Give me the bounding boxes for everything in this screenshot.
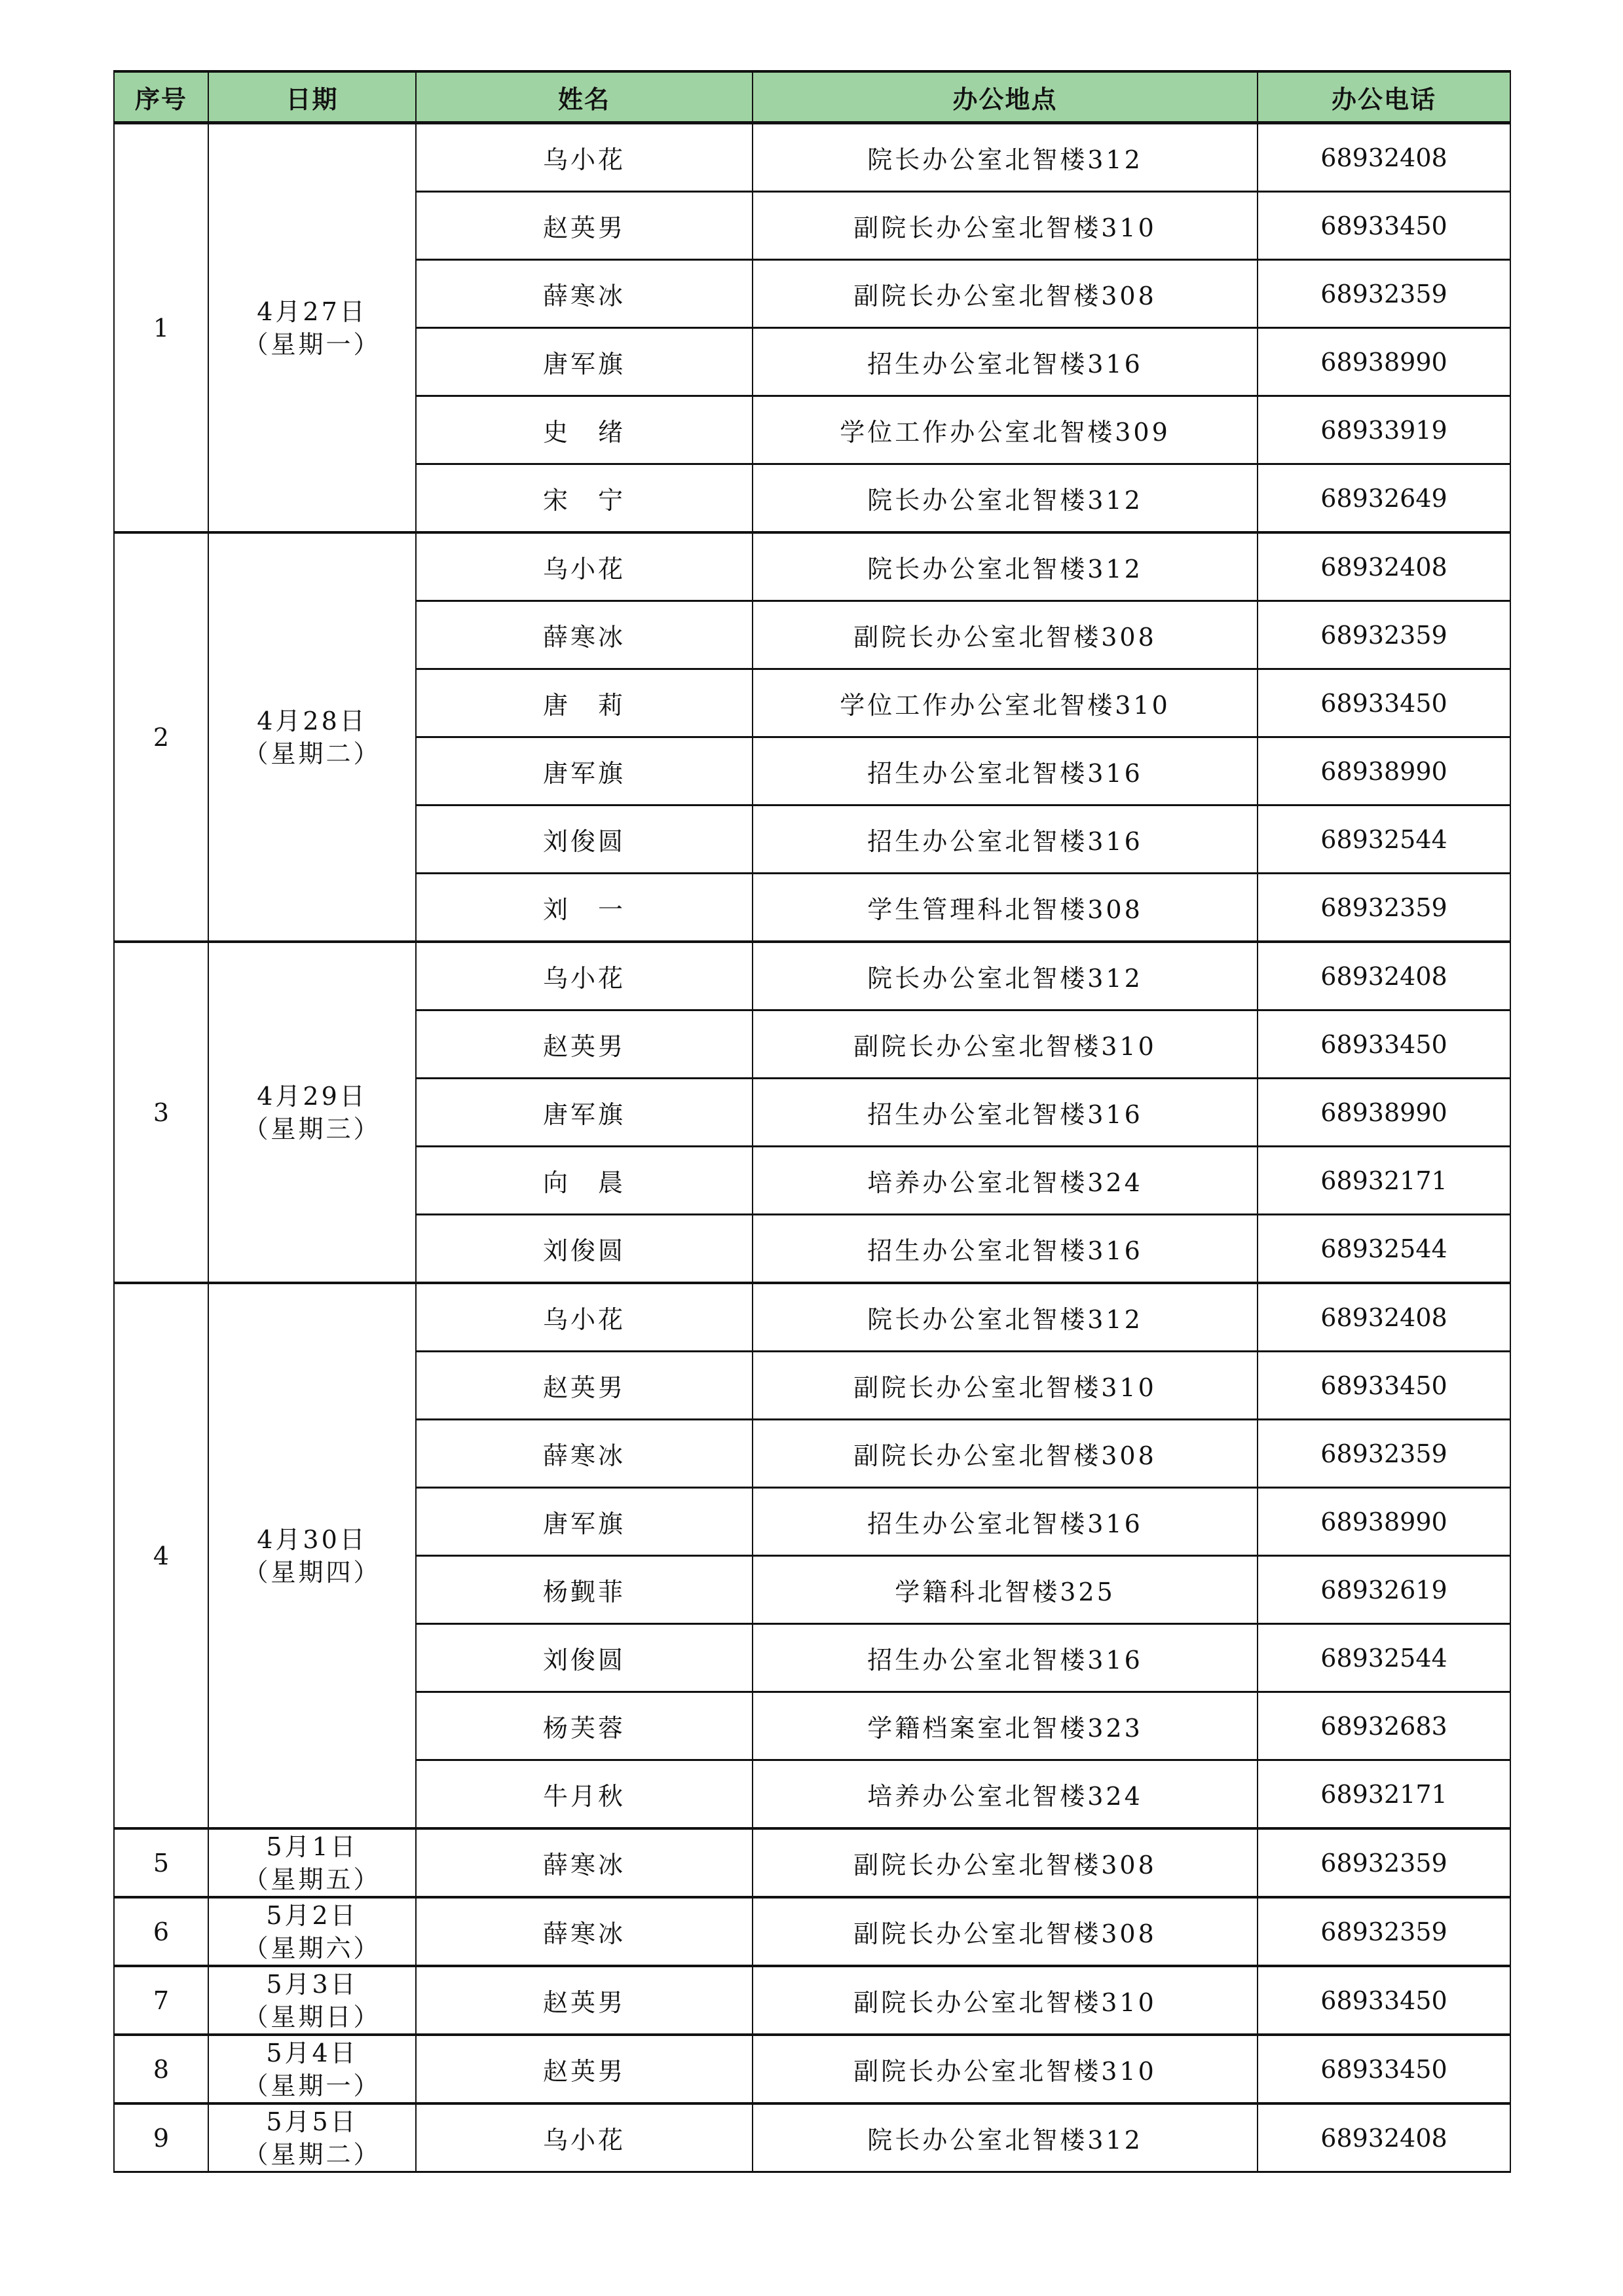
table-row xyxy=(114,2035,1510,2103)
header-no: 序号 xyxy=(114,71,208,123)
date-cell xyxy=(208,1828,416,1897)
name-cell: 薛寒冰 xyxy=(416,260,753,328)
table-row xyxy=(114,2103,1510,2172)
weekday-label: （星期五） xyxy=(243,1864,381,1894)
phone-cell: 68932359 xyxy=(1258,1420,1510,1488)
name-cell: 杨觐菲 xyxy=(416,1556,753,1624)
phone-cell: 68932544 xyxy=(1258,1215,1510,1284)
phone-cell: 68933919 xyxy=(1258,396,1510,464)
table-row xyxy=(114,1283,1510,1352)
name-cell: 刘俊圆 xyxy=(416,1215,753,1284)
location-cell: 副院长办公室北智楼310 xyxy=(753,192,1258,260)
weekday-label: （星期三） xyxy=(243,1114,381,1143)
location-cell: 招生办公室北智楼316 xyxy=(753,805,1258,874)
location-cell: 院长办公室北智楼312 xyxy=(753,464,1258,533)
row-number: 9 xyxy=(114,2103,208,2172)
phone-cell: 68932649 xyxy=(1258,464,1510,533)
location-cell: 学位工作办公室北智楼309 xyxy=(753,396,1258,464)
name-cell: 乌小花 xyxy=(416,123,753,192)
row-number: 7 xyxy=(114,1966,208,2035)
name-cell: 乌小花 xyxy=(416,1283,753,1352)
date-cell xyxy=(208,1966,416,2035)
location-cell: 学籍档案室北智楼323 xyxy=(753,1692,1258,1760)
date-label: 5月1日 xyxy=(266,1832,358,1861)
date-label: 4月30日 xyxy=(257,1525,367,1554)
phone-cell: 68933450 xyxy=(1258,669,1510,737)
name-cell: 宋 宁 xyxy=(416,464,753,533)
location-cell: 院长办公室北智楼312 xyxy=(753,532,1258,601)
phone-cell: 68932359 xyxy=(1258,260,1510,328)
date-label: 4月28日 xyxy=(257,706,367,735)
name-cell: 唐 莉 xyxy=(416,669,753,737)
row-number: 8 xyxy=(114,2035,208,2103)
phone-cell: 68932408 xyxy=(1258,2103,1510,2172)
location-cell: 招生办公室北智楼316 xyxy=(753,1215,1258,1284)
date-cell xyxy=(208,1897,416,1966)
phone-cell: 68933450 xyxy=(1258,1010,1510,1079)
location-cell: 招生办公室北智楼316 xyxy=(753,328,1258,396)
name-cell: 唐军旗 xyxy=(416,737,753,805)
weekday-label: （星期六） xyxy=(243,1933,381,1963)
table-row xyxy=(114,1828,1510,1897)
phone-cell: 68932408 xyxy=(1258,123,1510,192)
name-cell: 刘 一 xyxy=(416,874,753,942)
phone-cell: 68932171 xyxy=(1258,1147,1510,1215)
name-cell: 刘俊圆 xyxy=(416,1624,753,1692)
phone-cell: 68932683 xyxy=(1258,1692,1510,1760)
location-cell: 学生管理科北智楼308 xyxy=(753,874,1258,942)
table-row xyxy=(114,942,1510,1010)
row-number: 4 xyxy=(114,1283,208,1828)
weekday-label: （星期一） xyxy=(243,329,381,359)
phone-cell: 68933450 xyxy=(1258,1352,1510,1420)
row-number: 5 xyxy=(114,1828,208,1897)
row-number: 1 xyxy=(114,123,208,533)
phone-cell: 68938990 xyxy=(1258,737,1510,805)
location-cell: 副院长办公室北智楼308 xyxy=(753,601,1258,669)
location-cell: 培养办公室北智楼324 xyxy=(753,1760,1258,1829)
phone-cell: 68932619 xyxy=(1258,1556,1510,1624)
weekday-label: （星期二） xyxy=(243,739,381,768)
name-cell: 刘俊圆 xyxy=(416,805,753,874)
table-header xyxy=(114,71,1510,123)
phone-cell: 68932171 xyxy=(1258,1760,1510,1829)
date-label: 4月29日 xyxy=(257,1081,367,1111)
phone-cell: 68932408 xyxy=(1258,532,1510,601)
header-name: 姓名 xyxy=(416,71,753,123)
location-cell: 招生办公室北智楼316 xyxy=(753,1488,1258,1556)
location-cell: 副院长办公室北智楼308 xyxy=(753,1897,1258,1966)
header-date: 日期 xyxy=(208,71,416,123)
location-cell: 副院长办公室北智楼310 xyxy=(753,2035,1258,2103)
header-location: 办公地点 xyxy=(753,71,1258,123)
location-cell: 招生办公室北智楼316 xyxy=(753,1624,1258,1692)
location-cell: 副院长办公室北智楼308 xyxy=(753,1420,1258,1488)
weekday-label: （星期二） xyxy=(243,2139,381,2169)
date-label: 5月4日 xyxy=(266,2038,358,2067)
header-phone: 办公电话 xyxy=(1258,71,1510,123)
date-label: 5月2日 xyxy=(266,1900,358,1930)
row-number: 2 xyxy=(114,532,208,942)
location-cell: 学籍科北智楼325 xyxy=(753,1556,1258,1624)
date-label: 4月27日 xyxy=(257,297,367,326)
date-cell xyxy=(208,532,416,942)
phone-cell: 68932544 xyxy=(1258,1624,1510,1692)
table-row xyxy=(114,532,1510,601)
table-row xyxy=(114,123,1510,192)
weekday-label: （星期日） xyxy=(243,2002,381,2031)
name-cell: 薛寒冰 xyxy=(416,1420,753,1488)
header-row xyxy=(114,71,1510,123)
location-cell: 院长办公室北智楼312 xyxy=(753,942,1258,1010)
weekday-label: （星期一） xyxy=(243,2071,381,2100)
phone-cell: 68938990 xyxy=(1258,328,1510,396)
name-cell: 向 晨 xyxy=(416,1147,753,1215)
location-cell: 副院长办公室北智楼310 xyxy=(753,1010,1258,1079)
location-cell: 院长办公室北智楼312 xyxy=(753,123,1258,192)
name-cell: 赵英男 xyxy=(416,192,753,260)
location-cell: 副院长办公室北智楼308 xyxy=(753,260,1258,328)
location-cell: 院长办公室北智楼312 xyxy=(753,2103,1258,2172)
location-cell: 招生办公室北智楼316 xyxy=(753,1079,1258,1147)
row-number: 6 xyxy=(114,1897,208,1966)
name-cell: 赵英男 xyxy=(416,1966,753,2035)
phone-cell: 68932359 xyxy=(1258,601,1510,669)
date-cell xyxy=(208,2103,416,2172)
phone-cell: 68938990 xyxy=(1258,1488,1510,1556)
date-label: 5月3日 xyxy=(266,1969,358,1999)
phone-cell: 68932359 xyxy=(1258,1897,1510,1966)
location-cell: 副院长办公室北智楼310 xyxy=(753,1352,1258,1420)
phone-cell: 68932544 xyxy=(1258,805,1510,874)
location-cell: 培养办公室北智楼324 xyxy=(753,1147,1258,1215)
name-cell: 牛月秋 xyxy=(416,1760,753,1829)
name-cell: 薛寒冰 xyxy=(416,1828,753,1897)
phone-cell: 68932408 xyxy=(1258,1283,1510,1352)
date-cell xyxy=(208,942,416,1283)
duty-schedule-table xyxy=(113,70,1511,2173)
phone-cell: 68938990 xyxy=(1258,1079,1510,1147)
phone-cell: 68932359 xyxy=(1258,874,1510,942)
location-cell: 招生办公室北智楼316 xyxy=(753,737,1258,805)
phone-cell: 68933450 xyxy=(1258,1966,1510,2035)
location-cell: 副院长办公室北智楼310 xyxy=(753,1966,1258,2035)
name-cell: 史 绪 xyxy=(416,396,753,464)
name-cell: 乌小花 xyxy=(416,2103,753,2172)
row-number: 3 xyxy=(114,942,208,1283)
table-row xyxy=(114,1897,1510,1966)
table-row xyxy=(114,1966,1510,2035)
date-cell xyxy=(208,2035,416,2103)
name-cell: 乌小花 xyxy=(416,532,753,601)
name-cell: 薛寒冰 xyxy=(416,601,753,669)
date-cell xyxy=(208,123,416,533)
name-cell: 赵英男 xyxy=(416,1352,753,1420)
name-cell: 唐军旗 xyxy=(416,328,753,396)
date-cell xyxy=(208,1283,416,1828)
name-cell: 唐军旗 xyxy=(416,1488,753,1556)
name-cell: 唐军旗 xyxy=(416,1079,753,1147)
location-cell: 副院长办公室北智楼308 xyxy=(753,1828,1258,1897)
phone-cell: 68932408 xyxy=(1258,942,1510,1010)
name-cell: 杨芙蓉 xyxy=(416,1692,753,1760)
name-cell: 赵英男 xyxy=(416,2035,753,2103)
date-label: 5月5日 xyxy=(266,2107,358,2136)
name-cell: 乌小花 xyxy=(416,942,753,1010)
phone-cell: 68932359 xyxy=(1258,1828,1510,1897)
phone-cell: 68933450 xyxy=(1258,192,1510,260)
table-body xyxy=(114,123,1510,2172)
location-cell: 院长办公室北智楼312 xyxy=(753,1283,1258,1352)
location-cell: 学位工作办公室北智楼310 xyxy=(753,669,1258,737)
name-cell: 薛寒冰 xyxy=(416,1897,753,1966)
weekday-label: （星期四） xyxy=(243,1557,381,1587)
name-cell: 赵英男 xyxy=(416,1010,753,1079)
phone-cell: 68933450 xyxy=(1258,2035,1510,2103)
